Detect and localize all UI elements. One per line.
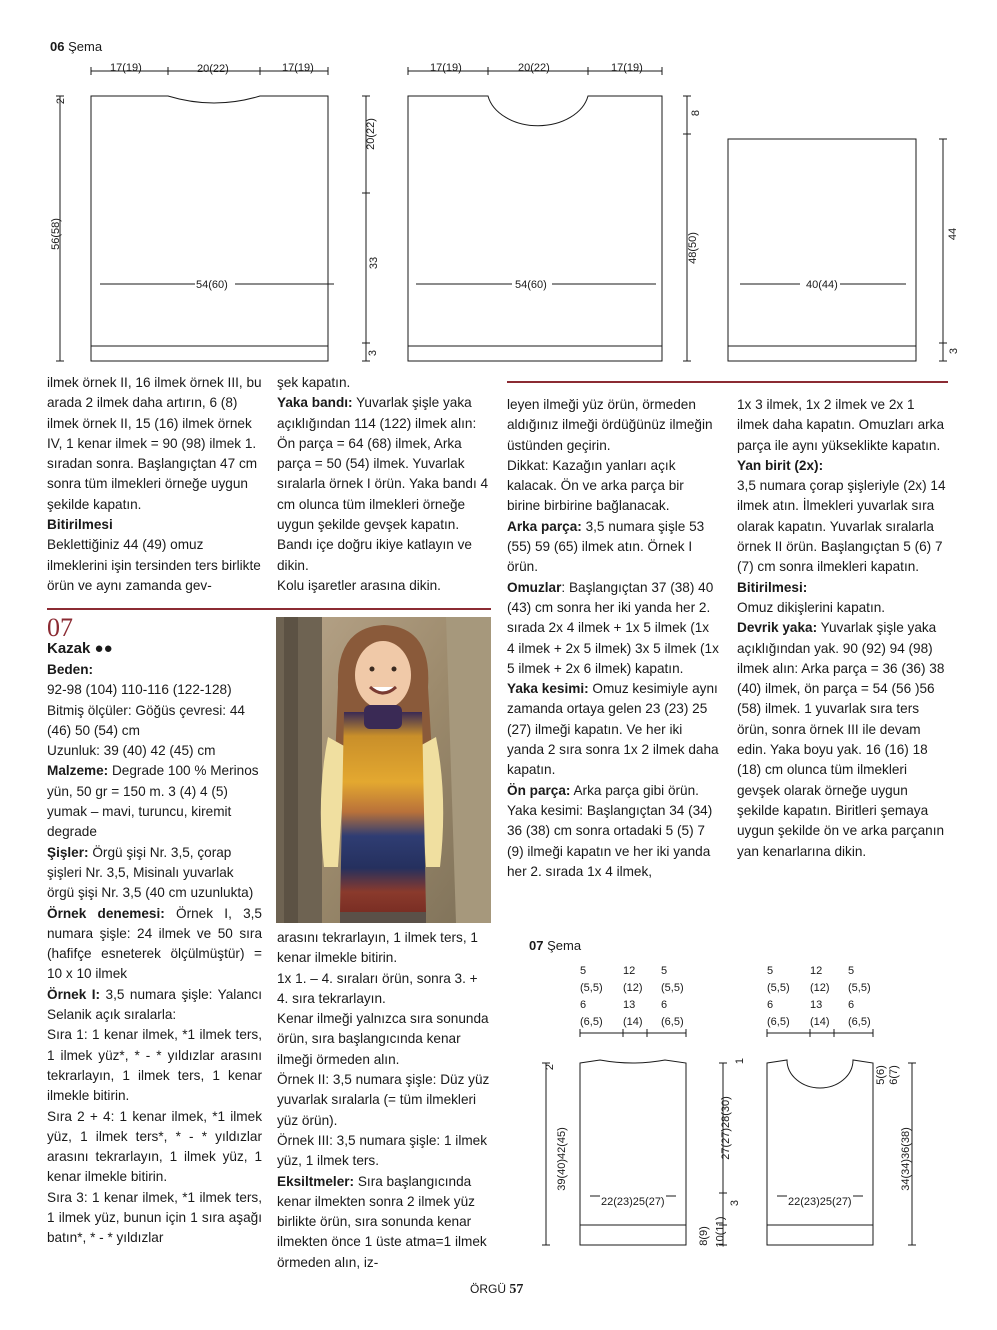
schema07-label: Şema <box>547 938 582 953</box>
s07-back-left-total: 39(40)42(45) <box>555 1127 568 1191</box>
omuzlar <box>507 578 720 679</box>
ornek-1-text: 3,5 numara şişle: Yalancı Selanik açık sıralarla: <box>47 986 262 1023</box>
s07-back-topdims <box>580 963 684 1031</box>
col2-p3: Kenar ilmeği yalnızca sıra sonunda örün, sıra başlangıcında kenar ilmeği örmeden alın. <box>277 1011 489 1067</box>
sira-2-4: Sıra 2 + 4: 1 kenar ilmek, *1 ilmek yüz, 1 ilmek ters*, * - * yıldızlar arasını tekrarlayın, 1 ilmek yüz, 1 kenar ilmekle bitirin. <box>47 1108 262 1185</box>
s07-c1: 13 <box>623 999 636 1011</box>
s07f-d1: (14) <box>810 1016 830 1028</box>
on-parca-heading: Ön parça: <box>507 782 571 798</box>
s07-d0: (6,5) <box>580 1016 603 1028</box>
magazine-name: ÖRGÜ <box>470 1282 506 1296</box>
sisler-text: Örgü şişi Nr. 3,5, çorap şişleri Nr. 3,5, Misinalı yuvarlak örgü şişi Nr. 3,5 (40 cm uzunlukta) <box>47 844 254 901</box>
sira-1: Sıra 1: 1 kenar ilmek, *1 ilmek ters, 1 ilmek yüz*, * - * yıldızlar arasını tekrarlayın, 1 ilmek ters, 1 kenar ilmekle bitirin. <box>47 1027 262 1104</box>
pattern07-divider <box>47 608 491 610</box>
s07-b2: (5,5) <box>661 982 684 994</box>
s06-back-top-1: 17(19) <box>430 62 462 74</box>
s06-front-left-top: 2 <box>55 97 68 105</box>
beden-value: 92-98 (104) 110-116 (122-128) <box>47 682 232 698</box>
s06-sleeve-right-bottom: 3 <box>948 347 961 355</box>
malzeme-text: Degrade 100 % Merinos yün, 50 gr = 150 m. 3 (4) 4 (5) yumak – mavi, turuncu, kiremit degrade <box>47 763 259 840</box>
s07f-b1: (12) <box>810 982 830 994</box>
s07-slit-2: 10(11) <box>714 1216 727 1248</box>
s06-back-top-2: 20(22) <box>518 62 550 74</box>
arka-parca <box>507 517 720 578</box>
s07f-c0: 6 <box>767 999 774 1011</box>
omuzlar-text: : Başlangıçtan 37 (38) 40 (43) cm sonra her iki yanda her 2. sırada 2x 4 ilmek + 1x 5 ilmek (1x 4 ilmek + 2x 5 ilmek) 3x 5 ilmek (1x 5 ilmek + 2x 6 ilmek) kapatın. <box>507 579 719 676</box>
devrik-yaka-heading: Devrik yaka: <box>737 620 818 636</box>
s07-a1: 12 <box>623 965 636 977</box>
bitirilmesi2-heading: Bitirilmesi: <box>737 579 808 595</box>
col2-p2: 1x 1. – 4. sıraları örün, sonra 3. + 4. sıra tekrarlayın. <box>277 970 478 1006</box>
schema07-number: 07 <box>529 938 544 953</box>
s07-front-neck-a: 5(6) <box>874 1065 887 1085</box>
devrik-yaka-text: Yuvarlak şişle yaka açıklığından yak. 90 (92) 94 (98) ilmek alın: Arka parça = 36 (36) 38 (40) ilmek, ön parça = 54 (56 )56 (58) ilmek. 1 yuvarlak sıra ters örün, sonra örnek III ile devam edin. Yaka boyu yak. 16 (16) 18 (18) cm olunca tüm ilmekleri gevşek olarak örneğe uygun şekilde kapatın. Biritleri şemaya uygun şekilde ön ve arka parçanın yan kenarlarına dikin. <box>737 620 945 859</box>
pattern07-col1 <box>47 660 262 1249</box>
s07-a2: 5 <box>661 965 668 977</box>
s07f-b0: (5,5) <box>767 982 790 994</box>
s06-back-right-total: 48(50) <box>686 232 699 264</box>
s06-back-top-3: 17(19) <box>611 62 643 74</box>
s07f-a1: 12 <box>810 965 823 977</box>
pattern07-col3 <box>507 395 720 882</box>
bitirilmesi-heading: Bitirilmesi <box>47 517 113 533</box>
s06-right-bottom: 3 <box>367 349 380 357</box>
ornek-denemesi <box>47 904 262 985</box>
s06-back-neck: 8 <box>690 109 703 117</box>
sisler <box>47 843 262 904</box>
s07-front-right-total: 34(34)36(38) <box>899 1127 912 1191</box>
pattern07-col2 <box>277 928 491 1273</box>
section-divider <box>507 381 948 383</box>
uzunluk: Uzunluk: 39 (40) 42 (45) cm <box>47 743 216 759</box>
s07f-a2: 5 <box>848 965 855 977</box>
s07f-d2: (6,5) <box>848 1016 871 1028</box>
col2-text-3: Kolu işaretler arasına dikin. <box>277 577 441 593</box>
col2-text: şek kapatın. <box>277 375 351 390</box>
devrik-yaka <box>737 618 950 862</box>
beden-heading: Beden: <box>47 662 94 677</box>
model-photo <box>276 617 491 923</box>
s06-right-top: 20(22) <box>364 118 377 150</box>
schema-07-title <box>529 938 581 953</box>
s07-a0: 5 <box>580 965 587 977</box>
s07-d1: (14) <box>623 1016 643 1028</box>
sisler-heading: Şişler: <box>47 844 89 860</box>
s06-front-width: 54(60) <box>196 279 228 291</box>
s06-sleeve-width: 40(44) <box>806 279 838 291</box>
sira-3: Sıra 3: 1 kenar ilmek, *1 ilmek ters, 1 ilmek yüz, bunun için 1 sıra aşağı batın*, * - * yıldızlar <box>47 1189 262 1246</box>
on-parca <box>507 781 720 882</box>
malzeme <box>47 761 262 842</box>
arka-parca-text: 3,5 numara şişle 53 (55) 59 (65) ilmek atın. Örnek I örün. <box>507 518 705 575</box>
s07f-c2: 6 <box>848 999 855 1011</box>
schema-06-title <box>50 39 102 54</box>
yaka-bandi-text: Yuvarlak şişle yaka açıklığından 114 (122) ilmek alın: Ön parça = 64 (68) ilmek, Arka parça = 50 (54) ilmek. Yuvarlak sıralarla örnek I örün. Yaka bandı 4 cm olunca tüm ilmekleri örneğe uygun şekilde gevşek kapatın. Bandı içe doğru ikiye katlayın ve dikin. <box>277 395 489 573</box>
col1-text-2: Beklettiğiniz 44 (49) omuz ilmeklerini işin tersinden ters birlikte örün ve aynı zamanda gev- <box>47 537 261 593</box>
yan-birit-heading: Yan birit (2x): <box>737 457 824 473</box>
s07-back-right-bottom: 3 <box>729 1199 742 1207</box>
col1-top <box>47 373 262 596</box>
s07-d2: (6,5) <box>661 1016 684 1028</box>
girl-in-sweater-image <box>276 617 491 923</box>
s06-back-width: 54(60) <box>515 279 547 291</box>
malzeme-heading: Malzeme: <box>47 763 109 779</box>
ornek-denemesi-text: Örnek I, 3,5 numara şişle: 24 ilmek ve 50 sıra (hafifçe esneterek ölçülmüştür) = 10 x 10 ilmek <box>47 905 262 982</box>
pattern07-col4 <box>737 395 950 862</box>
s07-b1: (12) <box>623 982 643 994</box>
yaka-kesimi-text: Omuz kesimiyle aynı zamanda ortaya gelen 23 (23) 25 (27) ilmeği kapatın. Ve her iki yanda 2 sıra sonra 1x 2 ilmek daha kapatın. <box>507 681 719 778</box>
s06-right-mid: 33 <box>368 256 381 270</box>
s06-front-top-3: 17(19) <box>282 62 314 74</box>
s07-front-width: 22(23)25(27) <box>788 1196 852 1208</box>
ornek-1-heading: Örnek I: <box>47 986 101 1002</box>
s07-back-right-top: 1 <box>734 1057 747 1065</box>
s07-back-right-mid: 27(27)28(30) <box>719 1096 732 1160</box>
on-parca-text: Arka parça gibi örün. Yaka kesimi: Başlangıçtan 34 (34) 36 (38) cm sonra ortadaki 5 (5) 7 (9) ilmeği kapatın ve her iki yanda her 2. sırada 1x 4 ilmek, <box>507 782 713 879</box>
arka-parca-heading: Arka parça: <box>507 518 582 534</box>
col3-p1: leyen ilmeği yüz örün, örmeden aldığınız ilmeği ördüğünüz ilmeğin üstünden geçirin. <box>507 397 713 453</box>
schema-label: Şema <box>68 39 103 54</box>
omuz-dikis: Omuz dikişlerini kapatın. <box>737 599 886 615</box>
ornek-1 <box>47 985 262 1026</box>
s07-front-topdims <box>767 963 871 1031</box>
s06-sleeve-right-total: 44 <box>947 227 960 241</box>
s07f-d0: (6,5) <box>767 1016 790 1028</box>
s07f-b2: (5,5) <box>848 982 871 994</box>
page-footer <box>470 1282 523 1298</box>
pattern-number: 07 <box>47 613 73 642</box>
eksiltmeler-text: Sıra başlangıcında kenar ilmekten sonra 2 ilmek yüz birlikte örün, sıra sonunda kenar ilmekten önce 1 üste atma=1 ilmek örmeden alın, iz- <box>277 1173 487 1270</box>
col2-top <box>277 373 491 596</box>
s06-front-left-total: 56(58) <box>49 218 62 250</box>
s07-b0: (5,5) <box>580 982 603 994</box>
col2-p5: Örnek III: 3,5 numara şişle: 1 ilmek yüz, 1 ilmek ters. <box>277 1132 488 1169</box>
col1-text: ilmek örnek II, 16 ilmek örnek III, bu arada 2 ilmek daha artırın, 6 (8) ilmek örnek II, 15 (16) ilmek örnek IV, 1 kenar ilmek = 90 (98) ilmek 1. sıradan sonra. Başlangıçtan 47 cm sonra tüm ilmekleri örneğe uygun şekilde kapatın. <box>47 375 262 512</box>
col2-p4: Örnek II: 3,5 numara şişle: Düz yüz yuvarlak sıralarla (= tüm ilmekleri yüz örün). <box>277 1072 490 1128</box>
col2-p1: arasını tekrarlayın, 1 ilmek ters, 1 kenar ilmekle bitirin. <box>277 930 478 966</box>
col4-p1: 1x 3 ilmek, 1x 2 ilmek ve 2x 1 ilmek daha kapatın. Omuzları arka parça ile aynı yükseklikte kapatın. <box>737 397 945 453</box>
col3-p2: Dikkat: Kazağın yanları açık kalacak. Ön ve arka parça bir birine birbirine bağlanacak. <box>507 457 684 514</box>
s06-front-top-2: 20(22) <box>197 63 229 75</box>
schema-06-diagram <box>40 55 980 375</box>
s06-front-top-1: 17(19) <box>110 62 142 74</box>
s07-back-left-top: 2 <box>544 1063 557 1071</box>
eksiltmeler-heading: Eksiltmeler: <box>277 1173 355 1189</box>
s07-c2: 6 <box>661 999 668 1011</box>
yaka-bandi-heading: Yaka bandı: <box>277 395 353 411</box>
s07-front-neck-b: 6(7) <box>887 1065 900 1085</box>
pattern-title: Kazak ●● <box>47 640 113 657</box>
yaka-bandi <box>277 393 491 576</box>
s07-c0: 6 <box>580 999 587 1011</box>
yaka-kesimi-heading: Yaka kesimi: <box>507 681 589 697</box>
page-number: 57 <box>509 1282 524 1297</box>
olculer: Bitmiş ölçüler: Göğüs çevresi: 44 (46) 50 (54) cm <box>47 702 245 738</box>
yan-birit-text: 3,5 numara çorap şişleriyle (2x) 14 ilmek atın. İlmekleri yuvarlak sıra olarak kapatın. Yuvarlak sıralarla örnek II örün. Başlangıçtan 5 (6) 7 (7) cm sonra ilmekleri kapatın. <box>737 478 946 575</box>
s07-slit: 8(9) <box>697 1226 710 1246</box>
yaka-kesimi <box>507 679 720 780</box>
ornek-denemesi-heading: Örnek denemesi: <box>47 905 165 921</box>
s07f-c1: 13 <box>810 999 823 1011</box>
omuzlar-heading: Omuzlar <box>507 579 562 595</box>
s07f-a0: 5 <box>767 965 774 977</box>
s07-back-width: 22(23)25(27) <box>601 1196 665 1208</box>
eksiltmeler <box>277 1172 491 1273</box>
schema-number: 06 <box>50 39 65 54</box>
